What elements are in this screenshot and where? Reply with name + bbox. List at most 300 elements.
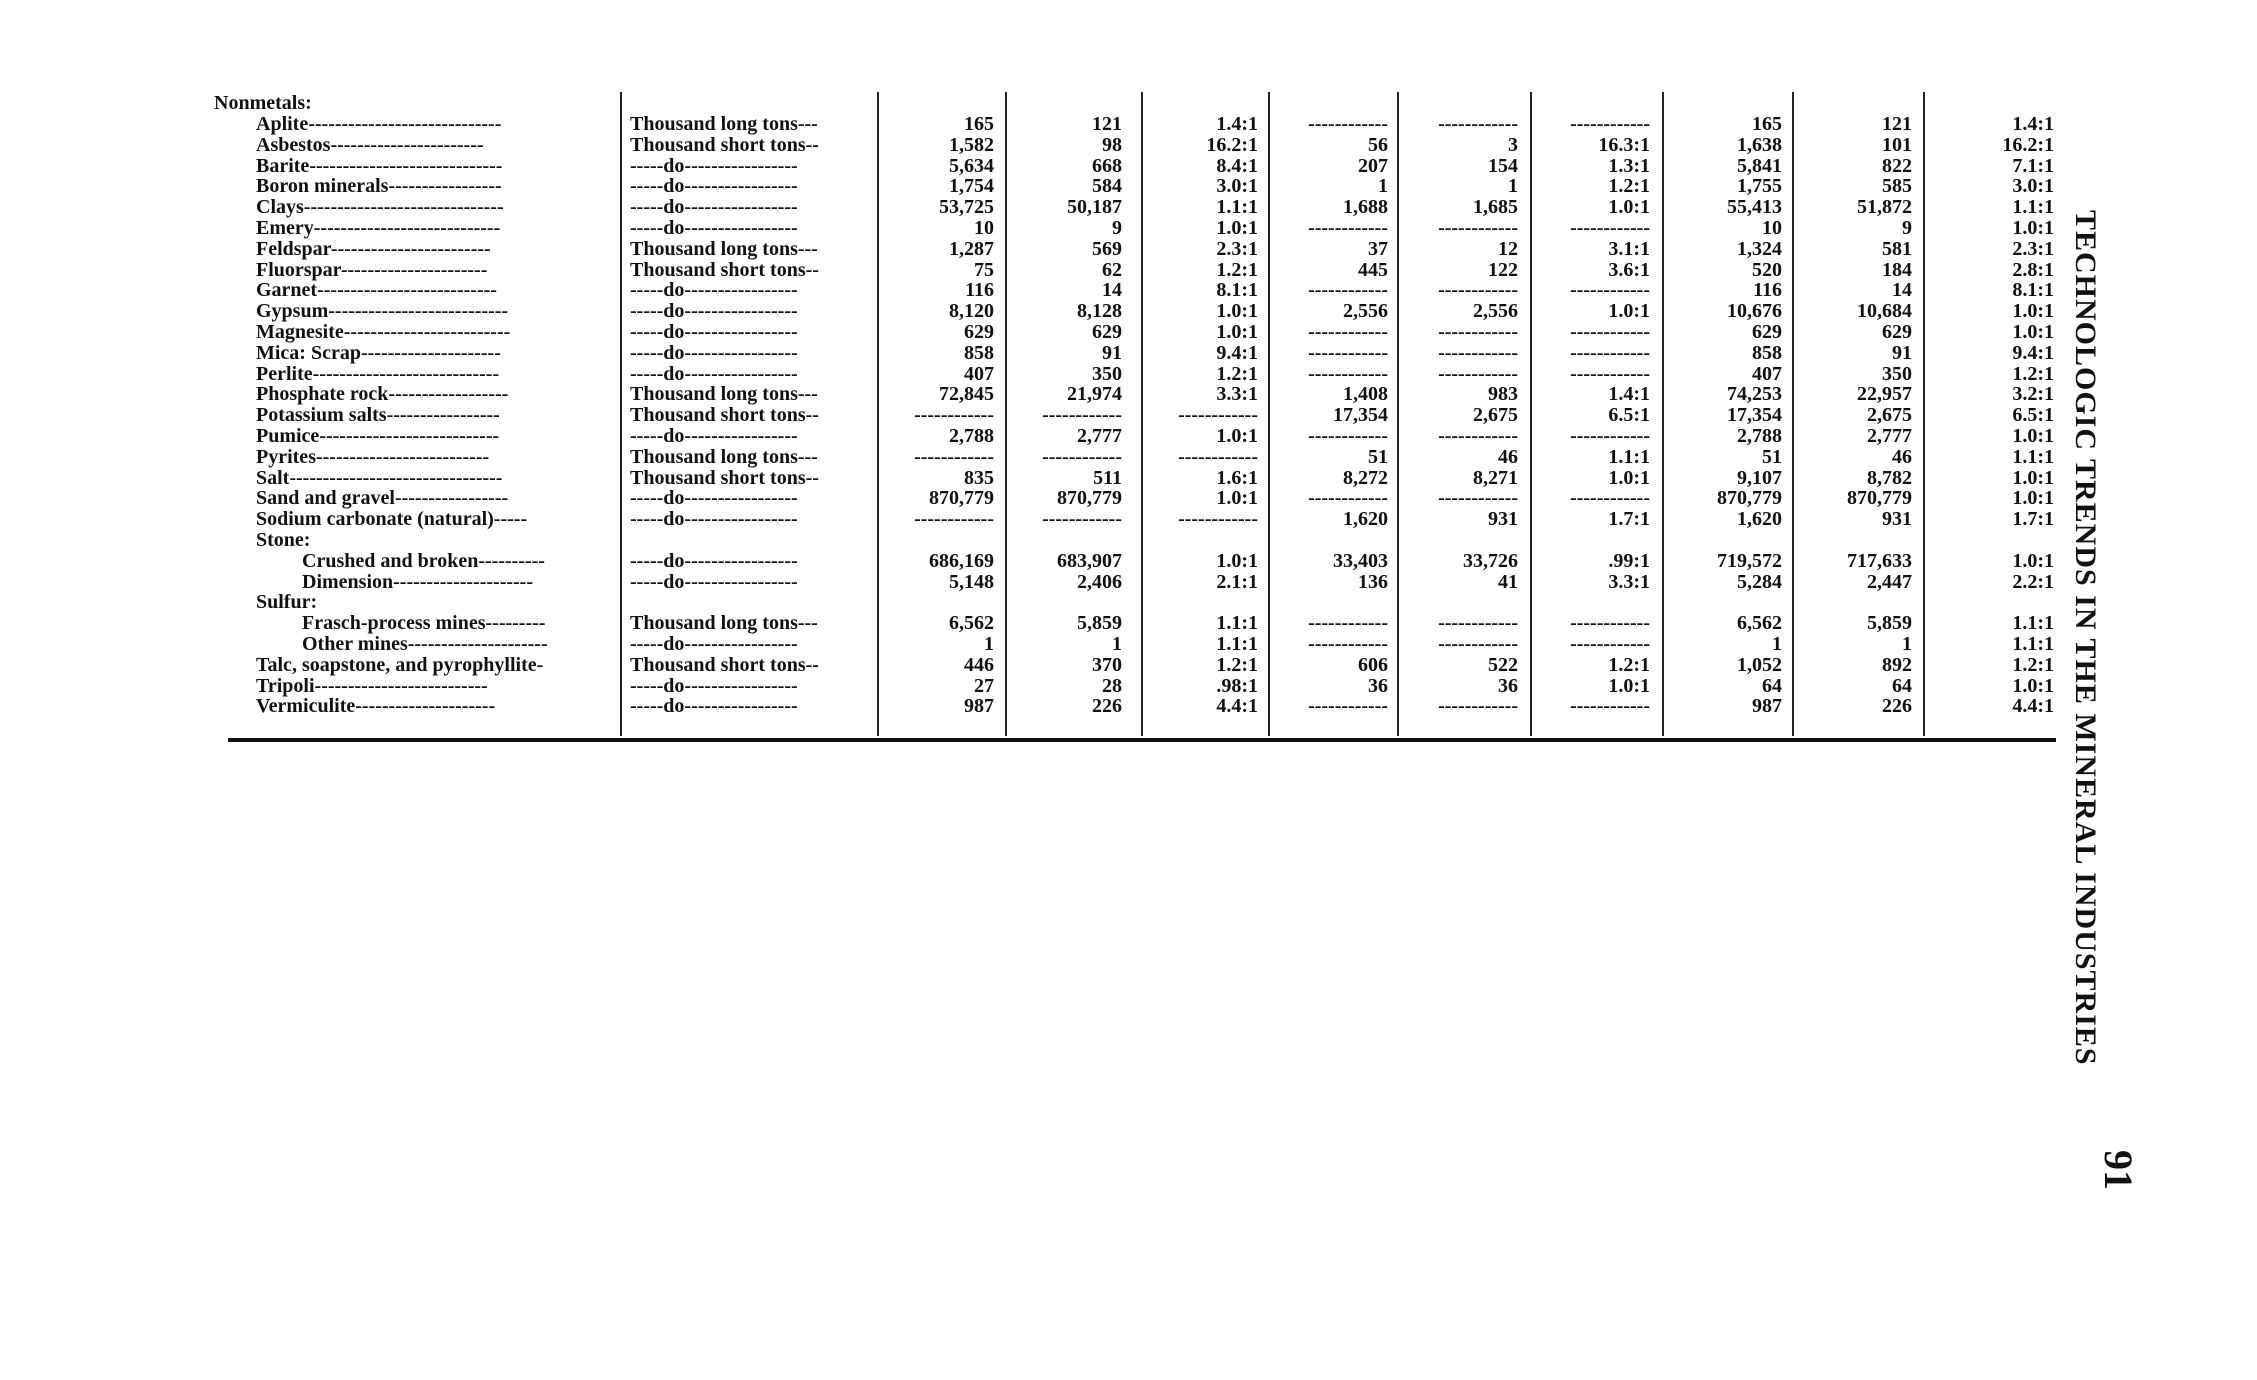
table-cell: ------------	[1308, 613, 1388, 635]
table-cell: 2,788	[949, 426, 994, 447]
column-rule	[1268, 92, 1270, 736]
row-name: Feldspar	[256, 238, 331, 260]
row-name: Pyrites	[256, 446, 316, 468]
table-cell: 8,271	[1473, 467, 1518, 489]
row-name: Dimension	[302, 571, 394, 593]
table-cell: 1.1:1	[2012, 634, 2054, 655]
row-label	[256, 114, 616, 135]
table-cell: 14	[1102, 280, 1122, 302]
table-cell: 27	[974, 675, 994, 697]
table-cell: 2,788	[1737, 426, 1782, 447]
row-label	[256, 239, 616, 260]
table-cell: 6.5:1	[2012, 405, 2054, 427]
column-rule	[1923, 92, 1925, 736]
table-cell: ------------	[1570, 218, 1650, 239]
leader-dots: --------------------------	[314, 675, 488, 697]
unit-cell: -----do-----------------	[630, 301, 798, 323]
table-cell: 1.2:1	[1216, 363, 1258, 385]
table-cell: 668	[1092, 155, 1122, 177]
table-cell: 64	[1762, 675, 1782, 697]
row-label	[256, 384, 616, 405]
table-cell: 1.1:1	[1216, 197, 1258, 219]
table-cell: ------------	[914, 446, 994, 468]
leader-dots: -	[536, 654, 544, 676]
table-cell: ------------	[1308, 342, 1388, 364]
row-label	[256, 696, 616, 717]
table-cell: 1,620	[1737, 509, 1782, 531]
column-rule	[1792, 92, 1794, 736]
table-cell: 9.4:1	[1216, 342, 1258, 364]
leader-dots: -----------------------------	[309, 155, 503, 177]
leader-dots: ---------------------	[407, 634, 548, 655]
table-cell: 350	[1092, 363, 1122, 385]
row-label	[302, 613, 616, 634]
table-cell: 8.1:1	[2012, 280, 2054, 302]
row-name: Sodium carbonate (natural)	[256, 509, 494, 531]
table-cell: 629	[1752, 322, 1782, 343]
row-label	[256, 364, 616, 385]
table-cell: 370	[1092, 654, 1122, 676]
table-cell: ------------	[1438, 426, 1518, 447]
row-name: Vermiculite	[256, 696, 356, 718]
table-cell: 8,272	[1343, 467, 1388, 489]
table-cell: 1.2:1	[1216, 259, 1258, 281]
table-cell: 9,107	[1737, 467, 1782, 489]
table-cell: ------------	[1308, 426, 1388, 447]
table-cell: 10,684	[1857, 301, 1912, 323]
leader-dots: ------------------	[388, 384, 509, 406]
table-cell: 2.8:1	[2012, 259, 2054, 281]
row-label	[256, 156, 616, 177]
table-cell: 1	[1112, 634, 1122, 655]
page-number: 91	[2096, 1150, 2141, 1190]
leader-dots: ------------------------	[330, 238, 491, 260]
table-cell: ------------	[1308, 280, 1388, 302]
column-rule	[1397, 92, 1399, 736]
table-cell: 51,872	[1857, 197, 1912, 219]
table-cell: 1.3:1	[1608, 155, 1650, 177]
table-cell: 5,284	[1737, 571, 1782, 593]
table-cell: 3.2:1	[2012, 384, 2054, 406]
table-cell: ------------	[1178, 405, 1258, 427]
table-cell: 1.2:1	[2012, 363, 2054, 385]
leader-dots: -----------------	[394, 488, 509, 510]
table-cell: 3.0:1	[1216, 176, 1258, 198]
table-cell: ------------	[1042, 405, 1122, 427]
table-cell: 9.4:1	[2012, 342, 2054, 364]
table-cell: 72,845	[939, 384, 994, 406]
row-name: Gypsum	[256, 301, 329, 323]
table-cell: 1,582	[949, 134, 994, 156]
table-cell: 445	[1358, 259, 1388, 281]
row-label	[256, 343, 616, 364]
row-label	[256, 135, 616, 156]
table-cell: 931	[1882, 509, 1912, 531]
table-cell: 28	[1102, 675, 1122, 697]
table-cell: 1.1:1	[1216, 613, 1258, 635]
unit-cell: -----do-----------------	[630, 363, 798, 385]
unit-cell: -----do-----------------	[630, 509, 798, 531]
unit-cell: -----do-----------------	[630, 571, 798, 593]
table-cell: 892	[1882, 654, 1912, 676]
leader-dots: ----------	[478, 550, 545, 572]
table-cell: 7.1:1	[2012, 155, 2054, 177]
row-label	[256, 592, 616, 613]
table-cell: 50,187	[1067, 197, 1122, 219]
row-label	[256, 197, 616, 218]
table-cell: 446	[964, 654, 994, 676]
column-rule	[1005, 92, 1007, 736]
table-cell: 1.0:1	[2012, 218, 2054, 239]
row-name: Aplite	[256, 114, 309, 135]
unit-cell: -----do-----------------	[630, 342, 798, 364]
leader-dots: ---------	[485, 613, 546, 635]
table-cell: 1,755	[1737, 176, 1782, 198]
table-cell: 1.0:1	[1608, 467, 1650, 489]
table-cell: ------------	[1438, 322, 1518, 343]
table-cell: 870,779	[929, 488, 994, 510]
table-cell: 17,354	[1727, 405, 1782, 427]
unit-cell: -----do-----------------	[630, 197, 798, 219]
table-cell: ------------	[1438, 342, 1518, 364]
row-label	[256, 405, 616, 426]
column-rule	[1530, 92, 1532, 736]
table-cell: 62	[1102, 259, 1122, 281]
table-cell: 1.2:1	[1216, 654, 1258, 676]
table-cell: 581	[1882, 238, 1912, 260]
table-cell: 629	[1882, 322, 1912, 343]
unit-cell: -----do-----------------	[630, 634, 798, 655]
table-cell: 1.1:1	[2012, 613, 2054, 635]
table-cell: ------------	[1308, 488, 1388, 510]
table-cell: 1.0:1	[1216, 218, 1258, 239]
table-cell: 717,633	[1847, 550, 1912, 572]
table-cell: 1.1:1	[1216, 634, 1258, 655]
row-name: Barite	[256, 155, 310, 177]
row-label	[256, 176, 616, 197]
table-cell: ------------	[1308, 634, 1388, 655]
table-cell: 1	[1902, 634, 1912, 655]
table-cell: 719,572	[1717, 550, 1782, 572]
column-rule	[1662, 92, 1664, 736]
table-cell: 36	[1498, 675, 1518, 697]
table-cell: 2,675	[1473, 405, 1518, 427]
table-cell: 8,782	[1867, 467, 1912, 489]
leader-dots: -------------------------	[343, 322, 511, 343]
row-name: Mica: Scrap	[256, 342, 361, 364]
table-cell: 1.0:1	[2012, 467, 2054, 489]
unit-cell: Thousand long tons---	[630, 613, 818, 635]
row-name: Sand and gravel	[256, 488, 395, 510]
leader-dots: -----------------	[388, 176, 502, 198]
table-cell: 2.2:1	[2012, 571, 2054, 593]
table-cell: ------------	[1438, 613, 1518, 635]
row-name: Talc, soapstone, and pyrophyllite	[256, 654, 537, 676]
row-name: Garnet	[256, 280, 318, 302]
table-cell: 136	[1358, 571, 1388, 593]
table-cell: 1,324	[1737, 238, 1782, 260]
unit-cell: Thousand short tons--	[630, 134, 819, 156]
table-cell: 116	[965, 280, 994, 302]
unit-cell: -----do-----------------	[630, 155, 798, 177]
table-cell: 1.0:1	[2012, 488, 2054, 510]
table-cell: 1,620	[1343, 509, 1388, 531]
row-name: Other mines	[302, 634, 408, 655]
table-cell: 1.0:1	[1216, 550, 1258, 572]
table-cell: 1	[1508, 176, 1518, 198]
table-cell: 1.0:1	[2012, 550, 2054, 572]
table-cell: 41	[1498, 571, 1518, 593]
table-cell: 2.3:1	[1216, 238, 1258, 260]
table-cell: 3.6:1	[1608, 259, 1650, 281]
row-label	[302, 634, 616, 655]
table-cell: 98	[1102, 134, 1122, 156]
table-cell: ------------	[1570, 696, 1650, 718]
table-cell: ------------	[1308, 363, 1388, 385]
table-cell: 2,556	[1343, 301, 1388, 323]
table-cell: 46	[1892, 446, 1912, 468]
table-cell: 1.4:1	[2012, 114, 2054, 135]
table-cell: 983	[1488, 384, 1518, 406]
leader-dots: --------------------------------	[289, 467, 503, 489]
table-cell: 2,675	[1867, 405, 1912, 427]
table-cell: 1.4:1	[1608, 384, 1650, 406]
table-cell: 1.1:1	[2012, 446, 2054, 468]
table-cell: 1.0:1	[1608, 675, 1650, 697]
table-cell: 6,562	[1737, 613, 1782, 635]
table-cell: 5,859	[1077, 613, 1122, 635]
table-cell: 5,634	[949, 155, 994, 177]
row-name: Fluorspar	[256, 259, 341, 281]
leader-dots: ---------------------------	[319, 426, 500, 447]
table-cell: ------------	[1042, 446, 1122, 468]
table-cell: 1.2:1	[1608, 176, 1650, 198]
table-cell: 987	[964, 696, 994, 718]
leader-dots: ----------------------	[340, 259, 488, 281]
table-cell: 16.3:1	[1598, 134, 1650, 156]
leader-dots: -----------------------	[330, 134, 484, 156]
table-cell: 1.0:1	[2012, 675, 2054, 697]
table-cell: 407	[964, 363, 994, 385]
unit-cell: Thousand long tons---	[630, 238, 818, 260]
unit-cell: Thousand long tons---	[630, 114, 818, 135]
table-cell: ------------	[914, 405, 994, 427]
table-cell: 21,974	[1067, 384, 1122, 406]
table-cell: 154	[1488, 155, 1518, 177]
row-name: Emery	[256, 218, 314, 239]
table-cell: 858	[964, 342, 994, 364]
table-cell: 5,859	[1867, 613, 1912, 635]
row-label	[256, 530, 616, 551]
row-name: Boron minerals	[256, 176, 389, 198]
table-cell: 6.5:1	[1608, 405, 1650, 427]
row-label	[256, 655, 616, 676]
table-cell: 1.7:1	[1608, 509, 1650, 531]
row-label	[302, 572, 616, 593]
table-cell: 686,169	[929, 550, 994, 572]
table-cell: 987	[1752, 696, 1782, 718]
table-cell: 8.1:1	[1216, 280, 1258, 302]
row-name: Stone:	[256, 530, 311, 551]
table-cell: 10	[1762, 218, 1782, 239]
row-label	[256, 447, 616, 468]
table-cell: ------------	[1308, 322, 1388, 343]
table-cell: 91	[1102, 342, 1122, 364]
table-cell: 226	[1882, 696, 1912, 718]
unit-cell: Thousand short tons--	[630, 654, 819, 676]
table-cell: ------------	[1308, 696, 1388, 718]
table-cell: .98:1	[1216, 675, 1258, 697]
table-cell: 1	[984, 634, 994, 655]
unit-cell: -----do-----------------	[630, 488, 798, 510]
table-cell: 1.0:1	[1608, 197, 1650, 219]
table-cell: 585	[1882, 176, 1912, 198]
table-cell: 407	[1752, 363, 1782, 385]
table-cell: 8,128	[1077, 301, 1122, 323]
row-label	[256, 509, 616, 530]
row-name: Asbestos	[256, 134, 331, 156]
row-label	[256, 218, 616, 239]
leader-dots: ---------------------------	[328, 301, 509, 323]
table-cell: 870,779	[1717, 488, 1782, 510]
unit-cell: -----do-----------------	[630, 426, 798, 447]
table-cell: 569	[1092, 238, 1122, 260]
table-cell: ------------	[1570, 363, 1650, 385]
table-cell: 10	[974, 218, 994, 239]
unit-cell: Thousand long tons---	[630, 384, 818, 406]
column-rule	[1141, 92, 1143, 736]
table-cell: 1.4:1	[1216, 114, 1258, 135]
table-cell: ------------	[1438, 488, 1518, 510]
table-cell: ------------	[1570, 613, 1650, 635]
unit-cell: -----do-----------------	[630, 675, 798, 697]
table-cell: 1.7:1	[2012, 509, 2054, 531]
table-cell: 1.0:1	[1216, 322, 1258, 343]
unit-cell: -----do-----------------	[630, 280, 798, 302]
table-cell: 121	[1882, 114, 1912, 135]
table-cell: 10,676	[1727, 301, 1782, 323]
table-cell: 629	[964, 322, 994, 343]
table-cell: 870,779	[1057, 488, 1122, 510]
unit-cell: -----do-----------------	[630, 218, 798, 239]
table-cell: 1	[1772, 634, 1782, 655]
unit-cell: -----do-----------------	[630, 550, 798, 572]
table-cell: 22,957	[1857, 384, 1912, 406]
row-label	[256, 322, 616, 343]
table-cell: 629	[1092, 322, 1122, 343]
table-cell: 931	[1488, 509, 1518, 531]
table-cell: 870,779	[1847, 488, 1912, 510]
table-cell: 2,447	[1867, 571, 1912, 593]
table-cell: .99:1	[1608, 550, 1650, 572]
table-cell: 207	[1358, 155, 1388, 177]
table-cell: 2,406	[1077, 571, 1122, 593]
leader-dots: ---------------------	[360, 342, 501, 364]
table-cell: 51	[1762, 446, 1782, 468]
table-cell: 36	[1368, 675, 1388, 697]
table-cell: 165	[964, 114, 994, 135]
table-cell: ------------	[1308, 218, 1388, 239]
table-cell: 1.0:1	[1216, 488, 1258, 510]
running-head: TECHNOLOGIC TRENDS IN THE MINERAL INDUSTRIES	[2069, 210, 2102, 1066]
row-label	[256, 426, 616, 447]
leader-dots: ----------------------------	[312, 363, 500, 385]
table-cell: 1,408	[1343, 384, 1388, 406]
row-name: Magnesite	[256, 322, 344, 343]
table-cell: 858	[1752, 342, 1782, 364]
table-cell: 1.1:1	[2012, 197, 2054, 219]
table-cell: 53,725	[939, 197, 994, 219]
table-cell: ------------	[1570, 280, 1650, 302]
table-cell: 584	[1092, 176, 1122, 198]
table-cell: ------------	[1570, 114, 1650, 135]
table-cell: 606	[1358, 654, 1388, 676]
table-cell: 33,726	[1463, 550, 1518, 572]
table-cell: 1	[1378, 176, 1388, 198]
leader-dots: -----	[493, 509, 528, 531]
table-cell: 8,120	[949, 301, 994, 323]
table-cell: 1.6:1	[1216, 467, 1258, 489]
table-cell: 226	[1092, 696, 1122, 718]
table-cell: 8.4:1	[1216, 155, 1258, 177]
table-cell: 101	[1882, 134, 1912, 156]
table-cell: ------------	[1570, 426, 1650, 447]
leader-dots: -----------------	[386, 405, 500, 427]
row-name: Clays	[256, 197, 304, 219]
table-cell: 822	[1882, 155, 1912, 177]
table-cell: 1.1:1	[1608, 446, 1650, 468]
table-cell: 511	[1093, 467, 1122, 489]
table-bottom-rule	[228, 738, 2056, 742]
table-cell: 1.2:1	[1608, 654, 1650, 676]
table-cell: 14	[1892, 280, 1912, 302]
table-cell: ------------	[914, 509, 994, 531]
table-cell: ------------	[1438, 634, 1518, 655]
table-cell: 1,685	[1473, 197, 1518, 219]
table-cell: 835	[964, 467, 994, 489]
row-name: Salt	[256, 467, 290, 489]
table-cell: 4.4:1	[2012, 696, 2054, 718]
row-name: Pumice	[256, 426, 320, 447]
table-cell: 2,777	[1867, 426, 1912, 447]
table-cell: 116	[1753, 280, 1782, 302]
table-cell: 64	[1892, 675, 1912, 697]
table-cell: ------------	[1042, 509, 1122, 531]
table-cell: 184	[1882, 259, 1912, 281]
row-label	[302, 551, 616, 572]
table-cell: 16.2:1	[1206, 134, 1258, 156]
row-name: Sulfur:	[256, 592, 318, 614]
row-name: Frasch-process mines	[302, 613, 486, 635]
table-cell: 1,287	[949, 238, 994, 260]
table-cell: 2.3:1	[2012, 238, 2054, 260]
table-cell: 350	[1882, 363, 1912, 385]
table-cell: ------------	[1570, 488, 1650, 510]
table-cell: 5,148	[949, 571, 994, 593]
table-cell: 522	[1488, 654, 1518, 676]
table-cell: 1,688	[1343, 197, 1388, 219]
table-cell: 56	[1368, 134, 1388, 156]
table-cell: 91	[1892, 342, 1912, 364]
unit-cell: Thousand short tons--	[630, 405, 819, 427]
table-cell: 683,907	[1057, 550, 1122, 572]
table-cell: 51	[1368, 446, 1388, 468]
row-name: Perlite	[256, 363, 313, 385]
unit-cell: -----do-----------------	[630, 176, 798, 198]
table-cell: ------------	[1438, 363, 1518, 385]
table-cell: 4.4:1	[1216, 696, 1258, 718]
table-cell: ------------	[1438, 114, 1518, 135]
